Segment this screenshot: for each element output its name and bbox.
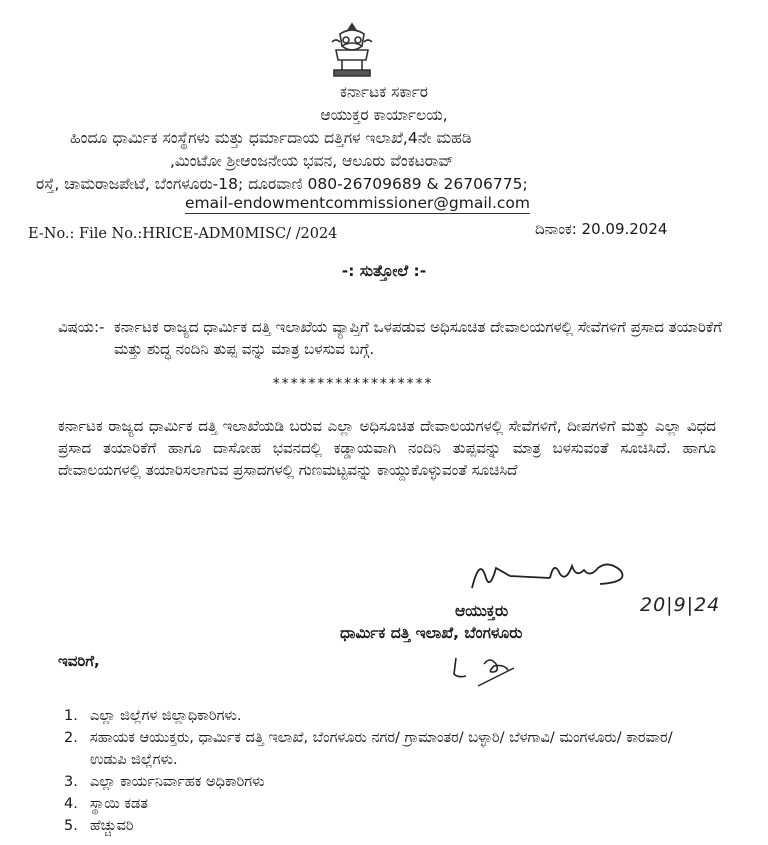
circular-title: -: ಸುತ್ತೋಲೆ :- [341,262,427,280]
commissioner-signature [450,548,650,598]
header-department: ಹಿಂದೂ ಧಾರ್ಮಿಕ ಸಂಸ್ಥೆಗಳು ಮತ್ತು ಧರ್ಮಾದಾಯ ದತ್ತಿಗಳ ಇಲಾಖೆ,4ನೇ ಮಹಡಿ [70,129,472,147]
subject-text: ಕರ್ನಾಟಕ ರಾಜ್ಯದ ಧಾರ್ಮಿಕ ದತ್ತಿ ಇಲಾಖೆಯ ವ್ಯಾಪ್ತಿಗೆ ಒಳಪಡುವ ಅಧಿಸೂಚಿತ ದೇವಾಲಯಗಳಲ್ಲಿ ಸೇವೆಗಳಿಗೆ ಪ್ರಸಾದ ತಯಾರಿಕೆಗೆ ಮತ್ತು ಶುದ್ಧ ನಂದಿನಿ ತುಪ್ಪ ವನ್ನು ಮಾತ್ರ ಬಳಸುವ ಬಗ್ಗೆ. [114,318,722,358]
file-number: E-No.: File No.:HRICE-ADM0MISC/ /2024 [28,226,338,242]
header-address-1: ,ಮಿಂಟೋ ಶ್ರೀಆಂಜನೇಯ ಭವನ, ಆಲೂರು ವೆಂಕಟರಾವ್ [170,152,454,170]
list-item: 2. ಸಹಾಯಕ ಆಯುಕ್ತರು, ಧಾರ್ಮಿಕ ದತ್ತಿ ಇಲಾಖೆ, ಬೆಂಗಳೂರು ನಗರ/ ಗ್ರಾಮಾಂತರ/ ಬಳ್ಳಾರಿ/ ಬೆಳಗಾವಿ/ ಮಂಗಳೂರು/ ಕಾರವಾರ/ ಉಡುಪಿ ಜಿಲ್ಲೆಗಳು. [64,730,673,768]
subject-separator: ****************** [272,376,433,392]
header-government: ಕರ್ನಾಟಕ ಸರ್ಕಾರ [339,83,429,101]
list-item: 5. ಹೆಚ್ಚುವರಿ [64,818,134,834]
recipients-list [64,705,690,837]
list-item: 3. ಎಲ್ಲಾ ಕಾರ್ಯನಿರ್ವಾಹಕ ಅಧಿಕಾರಿಗಳು [64,774,265,790]
header-office: ಆಯುಕ್ತರ ಕಾರ್ಯಾಲಯ, [320,106,448,124]
document-date: ದಿನಾಂಕ: 20.09.2024 [535,220,668,238]
signatory-designation: ಆಯುಕ್ತರು [455,602,509,620]
header-email: email-endowmentcommissioner@gmail.com [185,194,530,212]
subject-label: ವಿಷಯ:- [58,318,105,336]
header-address-2: ರಸ್ತೆ, ಚಾಮರಾಜಪೇಟೆ, ಬೆಂಗಳೂರು-18; ದೂರವಾಣಿ 080-26709689 & 26706775; [36,175,528,193]
list-item: 1. ಎಲ್ಲಾ ಜಿಲ್ಲೆಗಳ ಜಿಲ್ಲಾಧಿಕಾರಿಗಳು. [64,708,242,724]
list-item: 4. ಸ್ಥಾಯಿ ಕಡತ [64,796,148,812]
signature-date: 20|9|24 [640,594,721,616]
circular-body: ಕರ್ನಾಟಕ ರಾಜ್ಯದ ಧಾರ್ಮಿಕ ದತ್ತಿ ಇಲಾಖೆಯಡಿ ಬರುವ ಎಲ್ಲಾ ಅಧಿಸೂಚಿತ ದೇವಾಲಯಗಳಲ್ಲಿ ಸೇವೆಗಳಿಗೆ, ದೀಪಗಳಿಗೆ ಮತ್ತು ಎಲ್ಲಾ ವಿಧದ ಪ್ರಸಾದ ತಯಾರಿಕೆಗೆ ಹಾಗೂ ದಾಸೋಹ ಭವನದಲ್ಲಿ ಕಡ್ಡಾಯವಾಗಿ ನಂದಿನಿ ತುಪ್ಪವನ್ನು ಮಾತ್ರ ಬಳಸುವಂತೆ ಸೂಚಿಸಿದೆ. ಹಾಗೂ ದೇವಾಲಯಗಳಲ್ಲಿ ತಯಾರಿಸಲಾಗುವ ಪ್ರಸಾದಗಳಲ್ಲಿ ಗುಣಮಟ್ಟವನ್ನು ಕಾಯ್ದುಕೊಳ್ಳುವಂತೆ ಸೂಚಿಸಿದೆ [58,417,716,479]
signatory-department: ಧಾರ್ಮಿಕ ದತ್ತಿ ಇಲಾಖೆ, ಬೆಂಗಳೂರು [340,624,523,642]
karnataka-emblem-icon [326,20,378,78]
initial-mark [448,650,518,690]
recipients-label: ಇವರಿಗೆ, [58,652,100,670]
